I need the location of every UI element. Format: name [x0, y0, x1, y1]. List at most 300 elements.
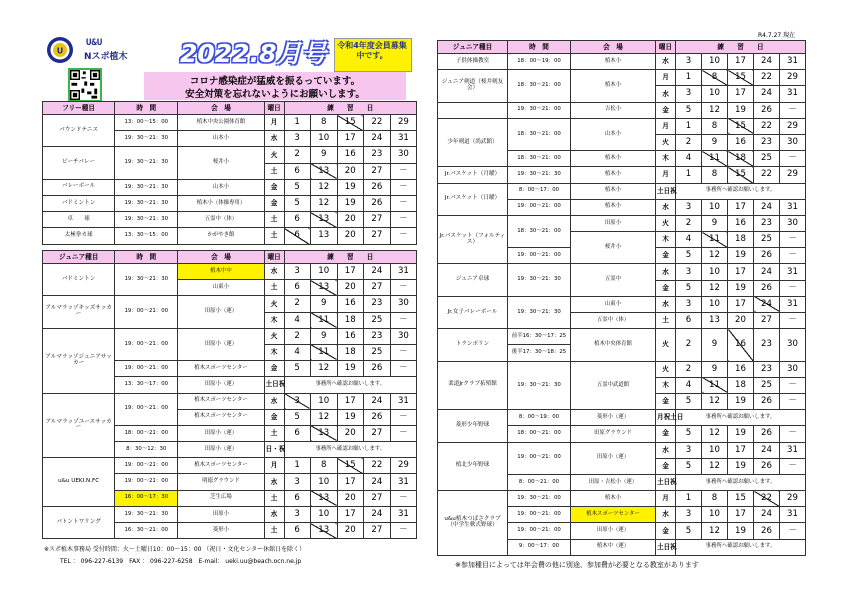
table-row: [438, 167, 806, 183]
date-cell: 12: [702, 393, 728, 409]
venue-cell: 田原小（運）: [178, 328, 264, 360]
activity-name: 植北少年野球: [438, 442, 508, 491]
footer-contact: TEL ： 096-227-6139 FAX ： 096-227-6258 E-mail： ueki.uu@beach.ocn.ne.jp: [60, 558, 302, 565]
weekday-cell: 土: [264, 425, 284, 441]
activity-name: [438, 102, 508, 118]
date-cell: 31: [780, 86, 806, 102]
recruit-text: 令和4年度会員募集中です。: [337, 41, 407, 61]
date-cell: 23: [363, 296, 390, 312]
time-cell: 18：30～21：00: [508, 118, 571, 150]
date-cell: 15: [337, 115, 363, 131]
date-cell: 25: [363, 344, 390, 360]
time-cell: 18：00～21：00: [115, 425, 178, 441]
date-cell: 8: [310, 115, 337, 131]
header-cell: 会 場: [571, 41, 656, 54]
date-cell: 26: [363, 409, 390, 425]
date-cell: －: [390, 344, 416, 360]
date-cell: 23: [363, 328, 390, 344]
date-cell: 3: [676, 86, 702, 102]
activity-name: ビーチバレー: [43, 147, 115, 179]
weekday-cell: 金: [656, 248, 676, 264]
venue-cell: 植木小: [571, 199, 656, 215]
activity-name: バトントワリング: [43, 506, 115, 538]
header-cell: 会 場: [178, 251, 264, 264]
date-cell: 19: [337, 195, 363, 211]
weekday-cell: 月: [264, 115, 284, 131]
activity-name: バドミントン: [43, 195, 115, 211]
date-cell: 17: [728, 199, 754, 215]
header-cell: 会 場: [178, 102, 264, 115]
date-cell: 12: [310, 361, 337, 377]
date-cell: 29: [390, 115, 416, 131]
weekday-cell: 金: [656, 426, 676, 442]
weekday-cell: 火: [264, 328, 284, 344]
date-cell: 19: [337, 409, 363, 425]
time-cell: 19：00～21：00: [115, 458, 178, 474]
date-cell: 27: [363, 523, 390, 539]
venue-cell: 田原小（運）: [178, 425, 264, 441]
date-cell: 3: [284, 131, 310, 147]
date-cell: 29: [780, 167, 806, 183]
time-cell: 18：00～19：00: [508, 54, 571, 70]
date-cell: 17: [728, 86, 754, 102]
activity-name: アルマラッゾジュニアサッカー: [43, 328, 115, 393]
weekday-cell: 月: [264, 458, 284, 474]
date-cell: 11: [702, 232, 728, 248]
note-cell: 事務所へ確認お願いします。: [284, 377, 416, 393]
venue-cell: 植木スポーツセンター: [178, 393, 264, 409]
header-cell: 練 習 日: [284, 102, 416, 115]
venue-cell: 植木中央体育館: [571, 329, 656, 361]
venue-cell: 五霊中（体）: [571, 313, 656, 329]
table-row: [438, 442, 806, 458]
date-cell: －: [780, 393, 806, 409]
date-cell: 31: [390, 264, 416, 280]
time-cell: 8：00～19：00: [508, 410, 571, 426]
date-cell: 12: [702, 280, 728, 296]
activity-name: 卓 球: [43, 212, 115, 228]
date-cell: 13: [310, 490, 337, 506]
date-cell: 31: [780, 199, 806, 215]
time-cell: 19：30～21：30: [508, 264, 571, 296]
weekday-cell: 水: [264, 393, 284, 409]
venue-cell: 五霊中: [571, 264, 656, 296]
date-cell: 1: [676, 491, 702, 507]
date-cell: －: [780, 426, 806, 442]
date-cell: 10: [310, 474, 337, 490]
date-cell: 31: [780, 442, 806, 458]
date-cell: －: [390, 163, 416, 179]
date-cell: 18: [337, 344, 363, 360]
date-cell: 31: [780, 264, 806, 280]
table-row: [438, 329, 806, 345]
date-cell: 18: [337, 312, 363, 328]
date-cell: 15: [728, 491, 754, 507]
activity-name: ジュニア剣道（桜井剣友会）: [438, 70, 508, 102]
activity-name: アルマラッゾキッズサッカー: [43, 296, 115, 328]
venue-cell: 山本小: [571, 118, 656, 150]
date-cell: 23: [363, 147, 390, 163]
date-cell: 19: [728, 280, 754, 296]
time-cell: 18：30～21：00: [508, 151, 571, 167]
date-cell: 17: [728, 264, 754, 280]
time-cell: 19：00～21：00: [115, 474, 178, 490]
venue-cell: 桜井小: [178, 147, 264, 179]
date-cell: 30: [780, 215, 806, 231]
date-cell: 5: [284, 195, 310, 211]
weekday-cell: 水: [264, 131, 284, 147]
date-cell: 4: [676, 232, 702, 248]
date-cell: 25: [363, 312, 390, 328]
activity-name: バドミントン: [43, 264, 115, 296]
time-cell: 19：00～21：00: [115, 393, 178, 425]
weekday-cell: 金: [264, 361, 284, 377]
weekday-cell: 木: [264, 312, 284, 328]
date-cell: 24: [754, 264, 780, 280]
weekday-cell: 金: [656, 102, 676, 118]
date-cell: －: [390, 228, 416, 244]
date-cell: 9: [702, 215, 728, 231]
qr-code: [68, 68, 102, 102]
venue-cell: 田原小（運）: [178, 377, 264, 393]
date-cell: 26: [754, 280, 780, 296]
date-cell: 25: [754, 232, 780, 248]
date-cell: 10: [702, 442, 728, 458]
weekday-cell: 土: [264, 523, 284, 539]
date-cell: 19: [728, 248, 754, 264]
date-cell: 20: [337, 280, 363, 296]
date-cell: 22: [363, 458, 390, 474]
table-row: [43, 195, 417, 211]
date-cell: 5: [676, 102, 702, 118]
time-cell: 8：00～17：00: [508, 183, 571, 199]
date-cell: 18: [728, 232, 754, 248]
weekday-cell: 水: [656, 296, 676, 312]
date-cell: －: [390, 361, 416, 377]
date-cell: 19: [728, 523, 754, 539]
venue-cell: 田原小（運）: [178, 442, 264, 458]
date-cell: 24: [363, 393, 390, 409]
date-cell: 10: [702, 86, 728, 102]
activity-name: 少年剣道（尚武館）: [438, 118, 508, 167]
date-cell: 18: [728, 151, 754, 167]
header-cell: 曜日: [264, 251, 284, 264]
date-cell: 5: [676, 458, 702, 474]
weekday-cell: 金: [656, 280, 676, 296]
date-cell: 12: [310, 195, 337, 211]
table-row: [43, 179, 417, 195]
date-cell: 19: [728, 393, 754, 409]
table-row: [43, 212, 417, 228]
date-cell: 23: [754, 361, 780, 377]
date-cell: 17: [728, 442, 754, 458]
date-cell: 2: [284, 147, 310, 163]
date-cell: 30: [390, 296, 416, 312]
date-cell: 4: [676, 151, 702, 167]
date-cell: 8: [310, 458, 337, 474]
weekday-cell: 火: [264, 147, 284, 163]
date-cell: 26: [754, 458, 780, 474]
time-cell: 19：30～21：00: [508, 491, 571, 507]
date-cell: 9: [310, 328, 337, 344]
venue-cell: 植木小: [571, 183, 656, 199]
date-cell: 9: [310, 296, 337, 312]
time-cell: 19：00～21：00: [508, 199, 571, 215]
date-cell: 26: [754, 426, 780, 442]
date-cell: 20: [337, 425, 363, 441]
weekday-cell: 土日祝: [264, 377, 284, 393]
date-cell: 19: [728, 102, 754, 118]
date-cell: －: [390, 195, 416, 211]
venue-cell: 五霊中（体）: [178, 212, 264, 228]
date-cell: 16: [728, 134, 754, 150]
date-cell: 22: [754, 118, 780, 134]
weekday-cell: 水: [656, 507, 676, 523]
time-cell: 19：30～21：30: [508, 361, 571, 410]
date-cell: 27: [363, 490, 390, 506]
weekday-cell: 月: [656, 167, 676, 183]
date-cell: 12: [702, 102, 728, 118]
date-cell: 16: [337, 328, 363, 344]
date-cell: 3: [284, 393, 310, 409]
date-cell: 15: [728, 167, 754, 183]
venue-cell: 植木小: [571, 167, 656, 183]
weekday-cell: 月: [656, 118, 676, 134]
date-cell: －: [780, 313, 806, 329]
weekday-cell: 土: [264, 163, 284, 179]
date-cell: 3: [284, 506, 310, 522]
date-cell: 24: [754, 442, 780, 458]
date-cell: 4: [284, 344, 310, 360]
date-cell: 30: [390, 147, 416, 163]
date-cell: 10: [702, 264, 728, 280]
date-cell: 16: [728, 361, 754, 377]
note-cell: 事務所へ確認お願いします。: [676, 474, 806, 490]
weekday-cell: 水: [264, 474, 284, 490]
time-cell: 18：00～21：00: [508, 426, 571, 442]
venue-cell: 植木小: [571, 54, 656, 70]
date-cell: 12: [702, 426, 728, 442]
qr-code-icon: [70, 70, 100, 100]
date-cell: －: [390, 280, 416, 296]
weekday-cell: 火: [656, 134, 676, 150]
date-cell: 5: [284, 179, 310, 195]
date-cell: 9: [310, 147, 337, 163]
venue-cell: 山本小: [178, 131, 264, 147]
date-cell: 17: [337, 506, 363, 522]
date-cell: 16: [337, 147, 363, 163]
date-cell: －: [780, 102, 806, 118]
date-cell: 11: [310, 344, 337, 360]
weekday-cell: 金: [264, 195, 284, 211]
weekday-cell: 木: [656, 151, 676, 167]
date-cell: －: [780, 458, 806, 474]
weekday-cell: 金: [656, 393, 676, 409]
date-cell: 20: [337, 163, 363, 179]
venue-cell: 山本小: [178, 179, 264, 195]
header-cell: 時 間: [115, 251, 178, 264]
time-cell: 19：30～21：30: [508, 167, 571, 183]
time-cell: 19：30～21：30: [115, 212, 178, 228]
footer-office-hours: ※スポ植木事務局 受付時間：火～土曜日10：00～15：00 （祝日・文化センター休館日を除く）: [44, 546, 306, 553]
table-row: [438, 361, 806, 377]
date-cell: 22: [754, 70, 780, 86]
date-cell: 3: [676, 507, 702, 523]
date-cell: 2: [676, 329, 702, 361]
time-cell: 19：00～21：00: [508, 442, 571, 474]
weekday-cell: 木: [264, 344, 284, 360]
header-cell: 曜日: [656, 41, 676, 54]
venue-cell: 山東小: [178, 280, 264, 296]
svg-text:U: U: [56, 46, 64, 56]
time-cell: 13：00～15：00: [115, 115, 178, 131]
activity-name: Jr.バスケット（フォルティス）: [438, 215, 508, 264]
venue-cell: 芝生広場: [178, 490, 264, 506]
activity-name: u&u UEKI.N.FC: [43, 458, 115, 507]
date-cell: 23: [754, 134, 780, 150]
activity-name: トランポリン: [438, 329, 508, 361]
time-cell: 19：30～21：30: [115, 131, 178, 147]
date-cell: 3: [676, 442, 702, 458]
weekday-cell: 水: [656, 86, 676, 102]
weekday-cell: 水: [656, 442, 676, 458]
activity-name: u&u植木つばさクラブ（中学生軟式野球）: [438, 491, 508, 556]
date-cell: 6: [284, 490, 310, 506]
date-cell: 9: [702, 329, 728, 361]
table-row: [43, 328, 417, 344]
date-cell: 10: [702, 199, 728, 215]
date-cell: 13: [310, 212, 337, 228]
date-cell: 27: [754, 313, 780, 329]
date-cell: 5: [676, 426, 702, 442]
date-cell: 15: [337, 458, 363, 474]
date-cell: 19: [337, 179, 363, 195]
date-cell: －: [390, 409, 416, 425]
date-cell: 16: [728, 329, 754, 361]
date-cell: 13: [310, 163, 337, 179]
table-row: [43, 393, 417, 409]
table-row: [43, 115, 417, 131]
date-cell: 17: [728, 54, 754, 70]
date-cell: 8: [702, 167, 728, 183]
weekday-cell: 金: [656, 523, 676, 539]
venue-cell: 植木スポーツセンター: [571, 507, 656, 523]
date-cell: －: [780, 377, 806, 393]
date-cell: 30: [780, 329, 806, 361]
logo: [45, 35, 75, 65]
date-cell: 26: [754, 523, 780, 539]
junior-schedule-table: [42, 250, 417, 539]
date-cell: 3: [676, 54, 702, 70]
date-cell: 20: [337, 490, 363, 506]
date-cell: 12: [702, 248, 728, 264]
date-cell: 3: [676, 264, 702, 280]
date-cell: 17: [337, 264, 363, 280]
weekday-cell: 土: [656, 313, 676, 329]
date-cell: 20: [337, 228, 363, 244]
weekday-cell: 日・祝: [264, 442, 284, 458]
weekday-cell: 水: [656, 264, 676, 280]
note-cell: 事務所へ確認お願いします。: [676, 539, 806, 555]
date-cell: 31: [390, 393, 416, 409]
date-cell: －: [780, 248, 806, 264]
date-cell: 22: [754, 167, 780, 183]
weekday-cell: 水: [264, 506, 284, 522]
date-cell: 25: [754, 151, 780, 167]
date-cell: 26: [754, 102, 780, 118]
date-cell: 15: [728, 70, 754, 86]
date-cell: 11: [310, 312, 337, 328]
weekday-cell: 火: [264, 296, 284, 312]
date-cell: 1: [676, 167, 702, 183]
table-row: [43, 228, 417, 244]
date-cell: －: [780, 151, 806, 167]
venue-cell: 田原・吉松小（運）: [571, 474, 656, 490]
date-cell: 16: [728, 215, 754, 231]
date-cell: 17: [337, 131, 363, 147]
date-cell: 30: [390, 328, 416, 344]
header-cell: 練 習 日: [284, 251, 416, 264]
date-cell: 6: [284, 212, 310, 228]
date-cell: －: [780, 523, 806, 539]
date-cell: 24: [363, 474, 390, 490]
time-cell: 後半17：30～18：25: [508, 345, 571, 361]
date-cell: 10: [702, 296, 728, 312]
date-cell: 9: [702, 361, 728, 377]
date-cell: 5: [676, 280, 702, 296]
date-cell: 22: [363, 115, 390, 131]
date-cell: 13: [702, 313, 728, 329]
venue-cell: 植木小: [571, 70, 656, 102]
date-cell: 1: [676, 118, 702, 134]
venue-cell: 桜井小: [571, 232, 656, 264]
activity-name: Jr.バスケット（日曜）: [438, 183, 508, 215]
weekday-cell: 月祝土日: [656, 410, 676, 426]
venue-cell: 田原小（運）: [571, 442, 656, 474]
time-cell: 19：00～21：00: [508, 507, 571, 523]
date-cell: 5: [676, 393, 702, 409]
time-cell: 16：00～17：30: [115, 490, 178, 506]
activity-name: 柔道Jrクラブ拓殖館: [438, 361, 508, 410]
date-cell: －: [780, 232, 806, 248]
date-cell: －: [390, 212, 416, 228]
venue-cell: 植木スポーツセンター: [178, 409, 264, 425]
date-cell: 19: [728, 426, 754, 442]
date-cell: －: [390, 425, 416, 441]
weekday-cell: 火: [656, 215, 676, 231]
date-cell: 6: [284, 523, 310, 539]
note-cell: 事務所へ確認お願いします。: [676, 183, 806, 199]
date-cell: 24: [363, 264, 390, 280]
date-cell: 8: [702, 70, 728, 86]
date-cell: 13: [310, 523, 337, 539]
date-cell: －: [390, 312, 416, 328]
weekday-cell: 木: [656, 377, 676, 393]
table-row: [438, 264, 806, 280]
header-cell: 時 間: [508, 41, 571, 54]
venue-cell: 吉松小: [571, 102, 656, 118]
weekday-cell: 火: [656, 361, 676, 377]
date-cell: 3: [284, 474, 310, 490]
venue-cell: 植木小: [571, 151, 656, 167]
date-cell: 17: [728, 296, 754, 312]
table-row: [438, 70, 806, 86]
date-cell: 24: [754, 86, 780, 102]
table-row: [438, 183, 806, 199]
date-cell: 6: [284, 425, 310, 441]
date-cell: 31: [780, 507, 806, 523]
weekday-cell: 金: [656, 458, 676, 474]
